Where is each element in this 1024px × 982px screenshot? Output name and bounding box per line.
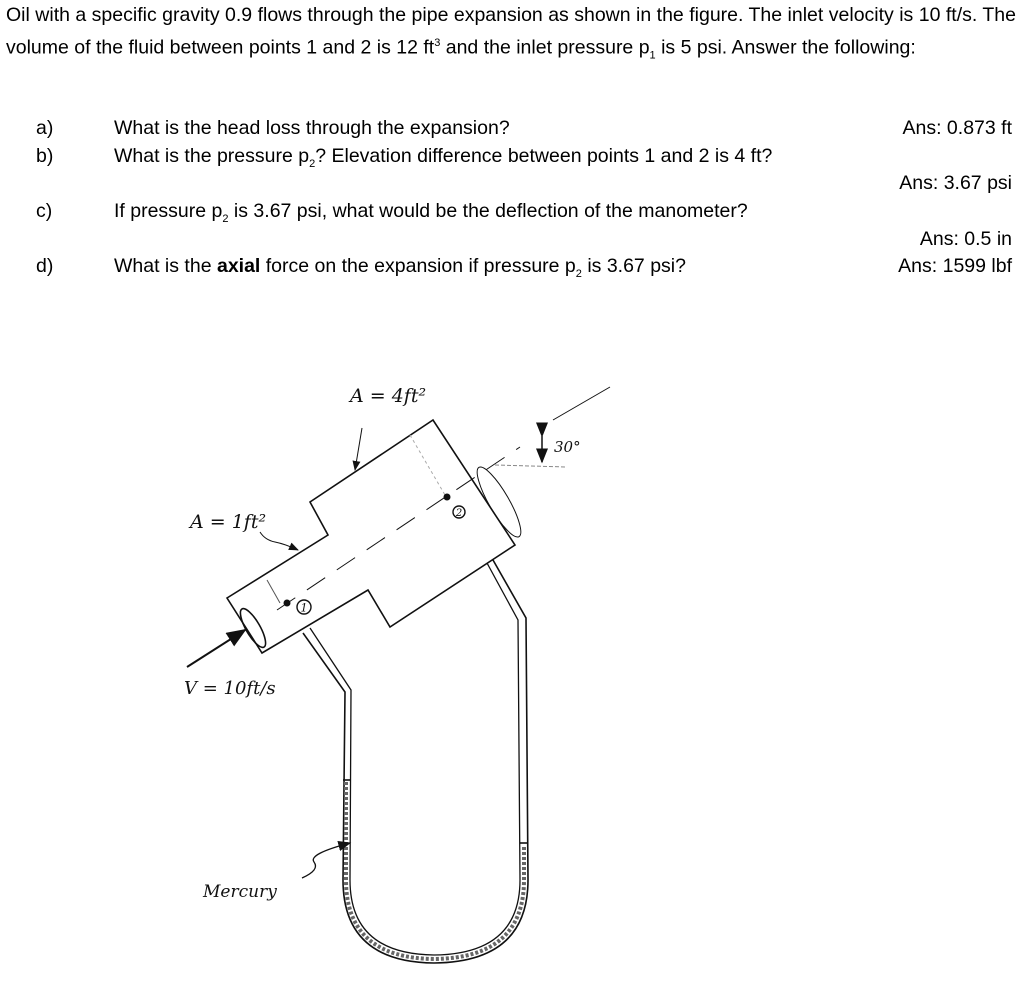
text: What is the bbox=[114, 255, 217, 277]
text: What is the pressure p bbox=[114, 145, 310, 167]
small-area-label: A = 1ft² bbox=[190, 511, 267, 533]
point-2-label: 2 bbox=[455, 508, 463, 519]
intro-text: Oil with a specific gravity 0.9 flows through the pipe expansion as shown in the figure. The inlet velocity is 10 ft/s. The volume of the fluid between points 1 and 2 is 12 ft bbox=[6, 4, 1016, 58]
superscript: 3 bbox=[434, 36, 441, 49]
text: force on the expansion if pressure p bbox=[260, 255, 576, 277]
subscript: 2 bbox=[575, 267, 582, 280]
answer-c: Ans: 0.5 in bbox=[919, 228, 1012, 250]
subscript: 2 bbox=[222, 212, 229, 225]
text: is 3.67 psi? bbox=[581, 255, 686, 277]
intro-text: and the inlet pressure p bbox=[440, 36, 650, 58]
bold-text: axial bbox=[216, 255, 261, 277]
manometer-tube bbox=[300, 560, 528, 963]
horizontal-reference bbox=[495, 465, 567, 467]
text: is 3.67 psi, what would be the deflection of the manometer? bbox=[228, 200, 748, 222]
subscript: 2 bbox=[309, 157, 316, 170]
velocity-arrow bbox=[187, 630, 245, 667]
centerline-extension bbox=[553, 387, 610, 420]
answer-a: Ans: 0.873 ft bbox=[902, 117, 1012, 139]
text: ? Elevation difference between points 1 and 2 is 4 ft? bbox=[315, 145, 773, 167]
question-letter: d) bbox=[36, 255, 54, 277]
question-letter: c) bbox=[36, 200, 53, 222]
mercury-label: Mercury bbox=[203, 882, 277, 902]
point-1-dot bbox=[284, 600, 291, 607]
pipe-outline bbox=[227, 420, 515, 653]
question-letter: b) bbox=[36, 145, 54, 167]
point-1-label: 1 bbox=[300, 601, 308, 615]
large-area-label: A = 4ft² bbox=[350, 385, 427, 407]
angle-label: 30° bbox=[554, 438, 581, 456]
text: If pressure p bbox=[114, 200, 223, 222]
mercury-fill bbox=[346, 782, 524, 959]
question-text: What is the head loss through the expansion? bbox=[114, 117, 510, 139]
point-2-dot bbox=[444, 494, 451, 501]
answer-b: Ans: 3.67 psi bbox=[899, 172, 1012, 194]
small-area-arrow bbox=[260, 532, 298, 550]
question-letter: a) bbox=[36, 117, 54, 139]
velocity-label: V = 10ft/s bbox=[184, 678, 276, 699]
large-area-arrow bbox=[355, 428, 362, 470]
subscript: 1 bbox=[649, 48, 656, 61]
intro-text: is 5 psi. Answer the following: bbox=[655, 36, 916, 58]
answer-d: Ans: 1599 lbf bbox=[898, 255, 1012, 277]
